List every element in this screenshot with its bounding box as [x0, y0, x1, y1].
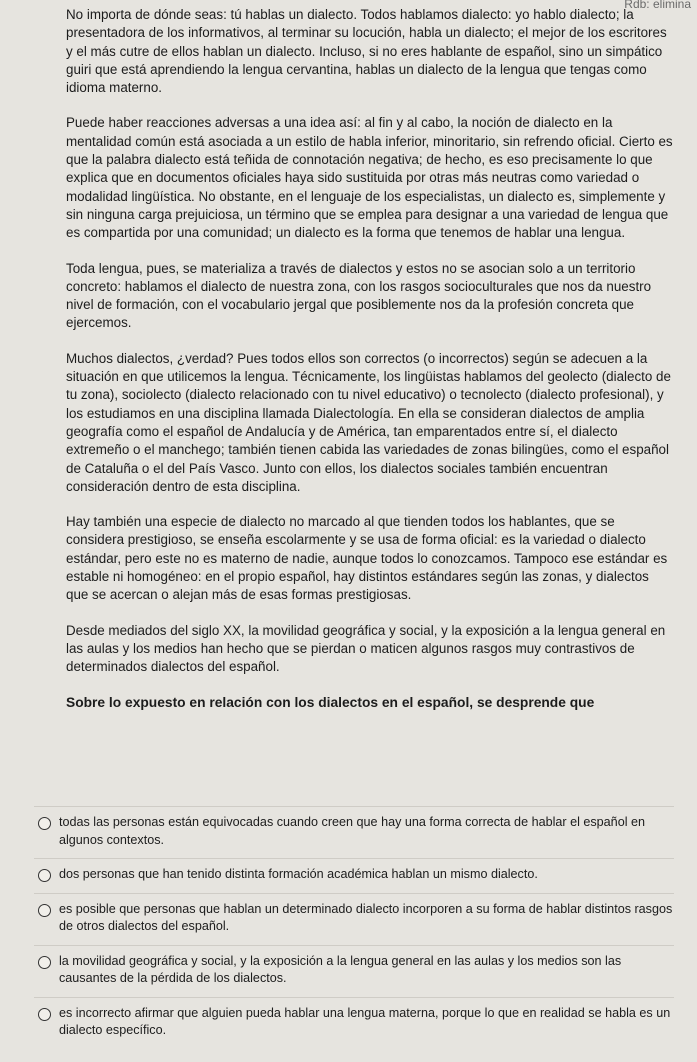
option-label: dos personas que han tenido distinta formación académica hablan un mismo dialecto.: [59, 867, 538, 881]
paragraph-2: Puede haber reacciones adversas a una idea así: al fin y al cabo, la noción de dialecto en la mentalidad común está asociada a un estilo de habla inferior, minoritario, sin refrendo oficial. Cierto es que la palabra dialecto está teñida de connotación negativa; de hecho, es eso precisamente lo que explica que en documentos oficiales haya sido sustituida por otras más neutras como variedad o modalidad lingüística. No obstante, en el lenguaje de los especialistas, un dialecto es, simplemente y sin ninguna carga prejuiciosa, un término que se emplea para designar a una variedad de lengua que es compartida por una comunidad; un dialecto es la forma que tenemos de hablar una lengua.: [66, 115, 673, 241]
radio-button[interactable]: [38, 817, 51, 830]
paragraph-1: No importa de dónde seas: tú hablas un dialecto. Todos hablamos dialecto: yo hablo dialecto; la presentadora de los informativos, al terminar su locución, habla un dialecto; el mejor de los escritores y el más cutre de ellos hablan un dialecto. Incluso, si no eres hablante de español, sino un simpático guiri que está aprendiendo la lengua cervantina, hablas un dialecto de la lengua que tengas como idioma materno.: [66, 7, 667, 96]
option-label: todas las personas están equivocadas cuando creen que hay una forma correcta de hablar el español en algunos contextos.: [59, 815, 645, 847]
radio-button[interactable]: [38, 904, 51, 917]
answer-options: [34, 806, 674, 1049]
option-label: es incorrecto afirmar que alguien pueda hablar una lengua materna, porque lo que en realidad se habla es un dialecto específico.: [59, 1005, 671, 1037]
paragraph-5: Hay también una especie de dialecto no marcado al que tienden todos los hablantes, que se considera prestigioso, se enseña escolarmente y se usa de forma oficial: es la variedad o dialecto estándar, pero este no es materno de nadie, aunque todos lo conozcamos. Tampoco ese estándar es estable ni homogéneo: en el propio español, hay distintos estándares según las zonas, y dialectos que se acercan o alejan más de esas formas prestigiosas.: [66, 514, 668, 603]
option-label: es posible que personas que hablan un determinado dialecto incorporen a su forma de hablar distintos rasgos de otros dialectos del español.: [59, 901, 673, 933]
answer-option-3[interactable]: [34, 893, 674, 945]
option-label: la movilidad geográfica y social, y la exposición a la lengua general en las aulas y los medios son las causantes de la pérdida de los dialectos.: [59, 953, 622, 985]
radio-button[interactable]: [38, 1008, 51, 1021]
corner-label: Rdb: elimina: [624, 0, 691, 11]
paragraph-3: Toda lengua, pues, se materializa a través de dialectos y estos no se asocian solo a un territorio concreto: hablamos el dialecto de nuestra zona, con los rasgos socioculturales que nos da nuestro nivel de formación, con el vocabulario jergal que posiblemente nos da la profesión concreta que ejercemos.: [66, 260, 652, 331]
answer-option-4[interactable]: [34, 945, 674, 997]
paragraph-6: Desde mediados del siglo XX, la movilidad geográfica y social, y la exposición a la lengua general en las aulas y los medios han hecho que se pierdan o maticen algunos rasgos muy contrastivos de determinados dialectos del español.: [66, 622, 666, 675]
radio-button[interactable]: [38, 956, 51, 969]
radio-button[interactable]: [38, 869, 51, 882]
question-prompt: Sobre lo expuesto en relación con los dialectos en el español, se desprende que: [66, 694, 595, 710]
answer-option-2[interactable]: [34, 858, 674, 893]
answer-option-1[interactable]: [34, 806, 674, 858]
reading-passage: [66, 6, 674, 732]
answer-option-5[interactable]: [34, 997, 674, 1049]
paragraph-4: Muchos dialectos, ¿verdad? Pues todos ellos son correctos (o incorrectos) según se adecuen a la situación en que utilicemos la lengua. Técnicamente, los lingüistas hablamos del geolecto (dialecto de tu zona), sociolecto (dialecto relacionado con tu nivel educativo) o tecnolecto (dialecto profesional), y los estudiamos en una disciplina llamada Dialectología. En ella se consideran dialectos de amplia geografía como el español de Andalucía y de América, tan emparentados entre sí, el dialecto extremeño o el manchego; también tienen cabida las variedades de zonas bilingües, como el español de Cataluña o el del País Vasco. Junto con ellos, los dialectos sociales también encuentran consideración dentro de esta disciplina.: [66, 350, 671, 494]
